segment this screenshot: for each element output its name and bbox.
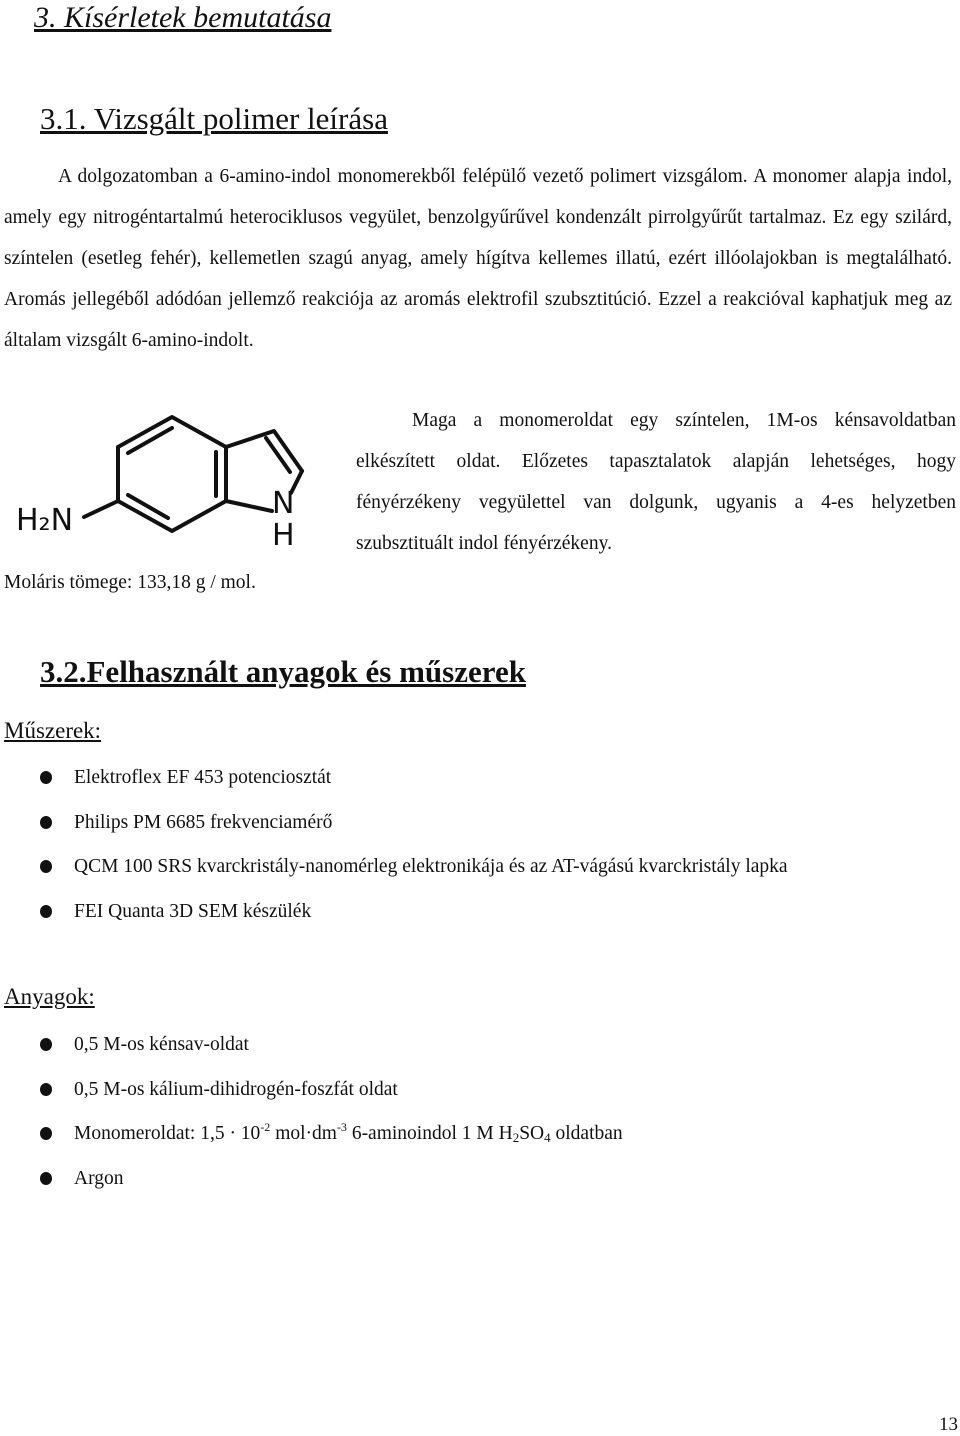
list-item: Philips PM 6685 frekvenciamérő	[40, 808, 788, 853]
hydrogen-label: H	[272, 518, 295, 553]
list-item: Elektroflex EF 453 potenciosztát	[40, 763, 788, 808]
intro-paragraph: A dolgozatomban a 6-amino-indol monomerekből felépülő vezető polimert vizsgálom. A monomer alapja indol, amely egy nitrogéntartalmú heterociklusos vegyület, benzolgyűrűvel kondenzált pirrolgyűrűt tartalmaz. Ez egy szilárd, színtelen (esetleg fehér), kellemetlen szagú anyag, amely hígítva kellemes illatú, ezért illóolajokban is megtalálható. Aromás jellegéből adódóan jellemző reakciója az aromás elektrofil szubsztitúció. Ezzel a reakcióval kaphatjuk meg az általam vizsgált 6-amino-indolt.	[4, 166, 952, 351]
list-item	[40, 1119, 623, 1164]
list-item: 0,5 M-os kénsav-oldat	[40, 1030, 623, 1075]
bullet-icon	[40, 1038, 52, 1051]
nitrogen-label: N	[272, 486, 295, 521]
monomer-solution-paragraph: Maga a monomeroldat egy színtelen, 1M-os kénsavoldatban elkészített oldat. Előzetes tapasztalatok alapján lehetséges, hogy fényérzékeny vegyülettel van dolgunk, ugyanis a 4-es helyzetben szubsztituált indol fényérzékeny.	[356, 410, 956, 554]
bullet-icon	[40, 1172, 52, 1185]
bullet-icon	[40, 771, 52, 784]
list-item: QCM 100 SRS kvarckristály-nanomérleg elektronikája és az AT-vágású kvarckristály lapka	[40, 852, 788, 897]
list-item: FEI Quanta 3D SEM készülék	[40, 897, 788, 942]
6-aminoindole-structure-diagram	[10, 405, 310, 565]
list-item: Argon	[40, 1164, 623, 1209]
page-number: 13	[939, 1414, 958, 1435]
list-item: 0,5 M-os kálium-dihidrogén-foszfát oldat	[40, 1075, 623, 1120]
section-heading-3-2: 3.2.Felhasznált anyagok és műszerek	[40, 654, 526, 689]
materials-label: Anyagok:	[4, 984, 95, 1009]
bullet-icon	[40, 816, 52, 829]
bullet-icon	[40, 905, 52, 918]
amine-label: H₂N	[16, 503, 74, 538]
bullet-icon	[40, 1127, 52, 1140]
instruments-label: Műszerek:	[4, 718, 102, 743]
bullet-icon	[40, 860, 52, 873]
materials-list	[40, 1030, 623, 1209]
chapter-heading: 3. Kísérletek bemutatása	[34, 1, 332, 34]
instruments-list	[40, 763, 788, 942]
monomer-solution-item: Monomeroldat: $1,5 \cdot 10^{-2}$ $mol\cdot dm^{-3}$ 6-aminoindol 1 M $H_2SO_4$ oldatban	[74, 1120, 623, 1146]
bullet-icon	[40, 1083, 52, 1096]
molar-mass-caption: Moláris tömege: 133,18 g / mol.	[4, 572, 256, 593]
section-heading-3-1: 3.1. Vizsgált polimer leírása	[40, 101, 388, 136]
